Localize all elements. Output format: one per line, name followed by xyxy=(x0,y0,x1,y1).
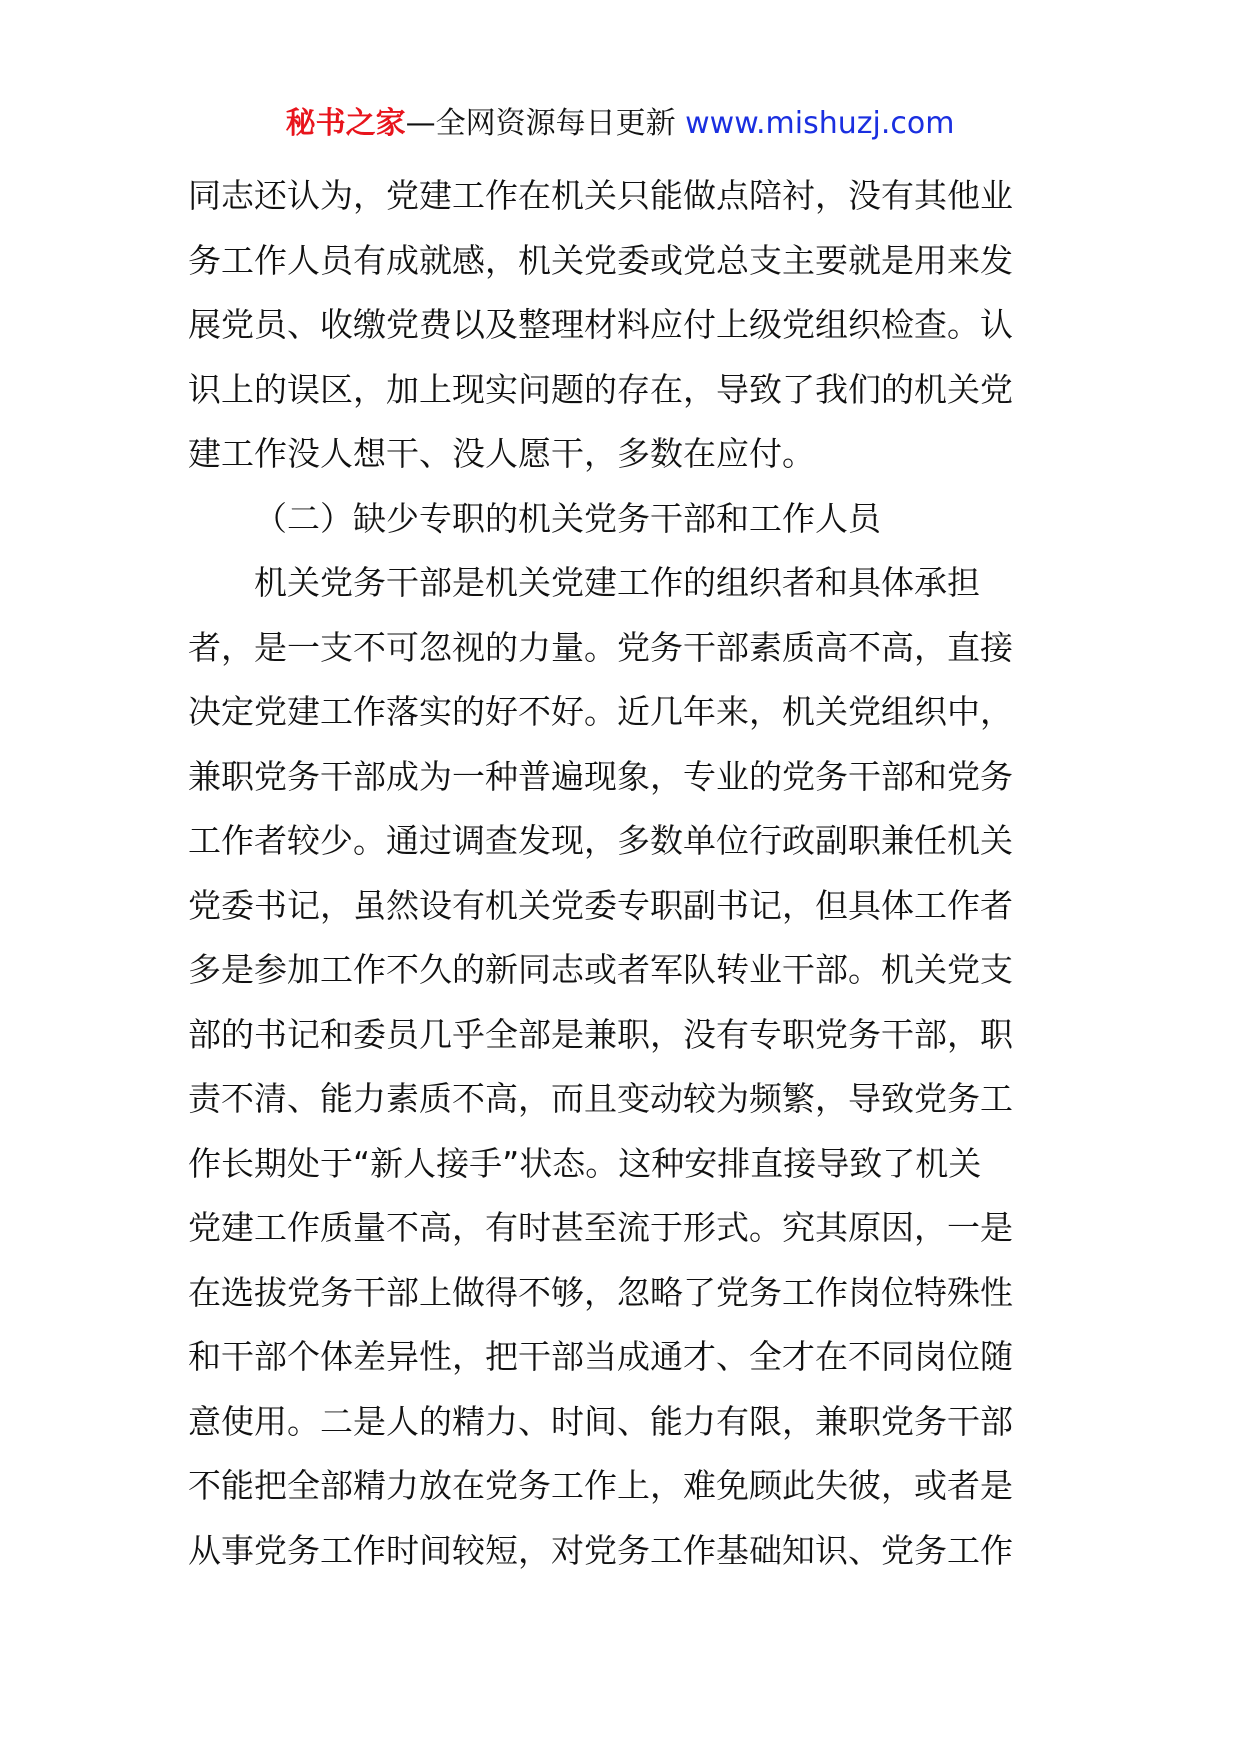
text-line: 工作者较少。通过调查发现，多数单位行政副职兼任机关 xyxy=(188,821,1013,860)
text-line: 意使用。二是人的精力、时间、能力有限，兼职党务干部 xyxy=(188,1401,1013,1441)
text-line: 部的书记和委员几乎全部是兼职，没有专职党务干部，职 xyxy=(188,1014,1013,1054)
text-line: 者，是一支不可忽视的力量。党务干部素质高不高，直接 xyxy=(188,627,1013,667)
text-line: 同志还认为，党建工作在机关只能做点陪衬，没有其他业 xyxy=(188,176,1013,215)
text-line: 识上的误区，加上现实问题的存在，导致了我们的机关党 xyxy=(188,369,1013,409)
page-header xyxy=(0,100,1240,148)
document-body xyxy=(188,164,1054,1583)
text-line: 在选拔党务干部上做得不够，忽略了党务工作岗位特殊性 xyxy=(188,1272,1013,1312)
text-line: 决定党建工作落实的好不好。近几年来，机关党组织中， xyxy=(188,692,1013,731)
text-line: 务工作人员有成就感，机关党委或党总支主要就是用来发 xyxy=(188,240,1013,280)
text-line: 不能把全部精力放在党务工作上，难免顾此失彼，或者是 xyxy=(188,1466,1013,1505)
text-line: 党委书记，虽然设有机关党委专职副书记，但具体工作者 xyxy=(188,885,1013,925)
text-line: 多是参加工作不久的新同志或者军队转业干部。机关党支 xyxy=(188,950,1013,989)
text-line: 和干部个体差异性，把干部当成通才、全才在不同岗位随 xyxy=(188,1337,1013,1376)
text-line: 兼职党务干部成为一种普遍现象，专业的党务干部和党务 xyxy=(188,756,1013,796)
header-url-link[interactable]: www.mishuzj.com xyxy=(685,106,955,141)
text-line: 党建工作质量不高，有时甚至流于形式。究其原因，一是 xyxy=(188,1208,1013,1247)
paragraph-start-line: 机关党务干部是机关党建工作的组织者和具体承担 xyxy=(254,563,980,602)
text-line: 展党员、收缴党费以及整理材料应付上级党组织检查。认 xyxy=(188,305,1013,344)
text-line: 从事党务工作时间较短，对党务工作基础知识、党务工作 xyxy=(188,1530,1013,1570)
text-line: 责不清、能力素质不高，而且变动较为频繁，导致党务工 xyxy=(188,1079,1013,1118)
text-line: 作长期处于“新人接手”状态。这种安排直接导致了机关 xyxy=(188,1143,982,1183)
header-tagline: —全网资源每日更新 xyxy=(405,106,686,141)
section-heading: （二）缺少专职的机关党务干部和工作人员 xyxy=(254,498,881,538)
text-line: 建工作没人想干、没人愿干，多数在应付。 xyxy=(188,434,815,473)
header-brand: 秘书之家 xyxy=(285,106,406,141)
